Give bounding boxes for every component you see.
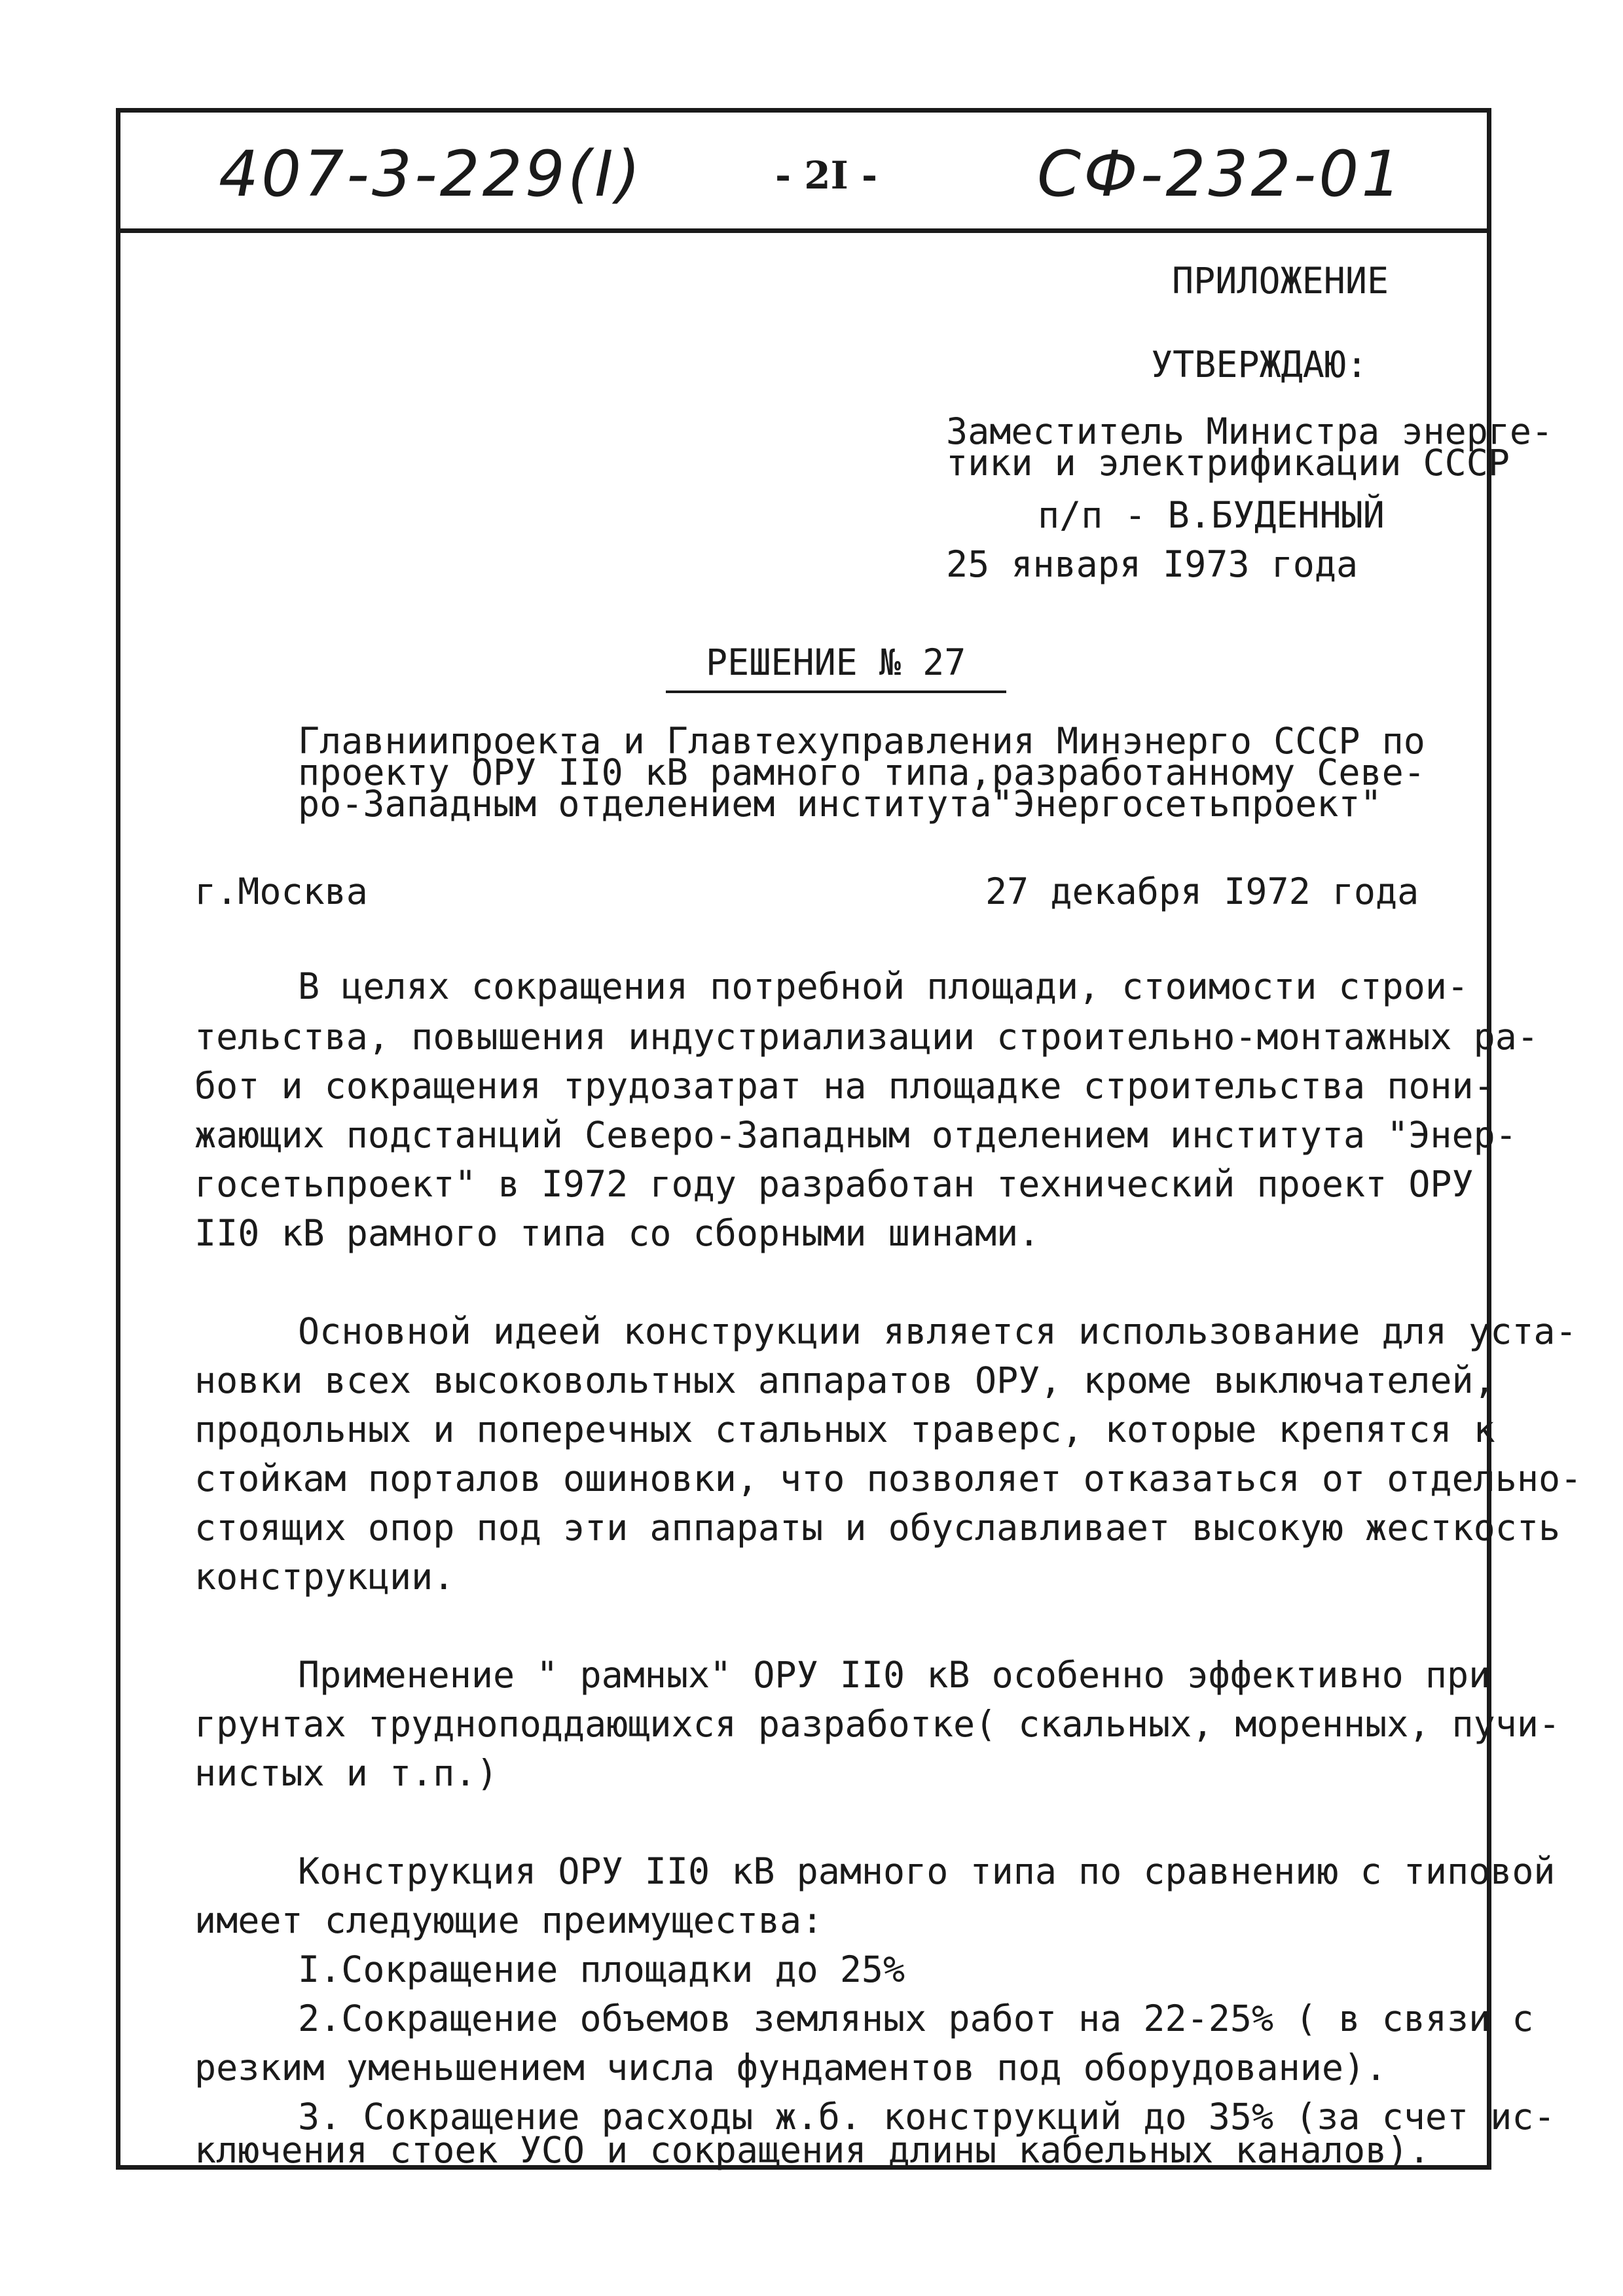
para4-line: имеет следующие преимущества: xyxy=(194,1899,824,1941)
para2-line: новки всех высоковольтных аппаратов ОРУ, кроме выключателей, xyxy=(194,1359,1495,1401)
title-block xyxy=(120,113,1487,230)
approver-signature: п/п - В.БУДЕННЫЙ xyxy=(1038,494,1385,536)
para3-line: грунтах трудноподдающихся разработке( скальных, моренных, пучи- xyxy=(194,1703,1561,1745)
title-underline xyxy=(666,691,1006,693)
para3-line: Применение " рамных" ОРУ II0 кВ особенно эффективно при xyxy=(298,1654,1491,1696)
para4-line: ключения стоек УСО и сокращения длины кабельных каналов). xyxy=(194,2129,1431,2171)
para4-line: резким уменьшением числа фундаментов под оборудование). xyxy=(194,2047,1387,2089)
appendix-label: ПРИЛОЖЕНИЕ xyxy=(1172,260,1389,302)
para1-line: бот и сокращения трудозатрат на площадке строительства пони- xyxy=(194,1065,1495,1107)
para3-line: нистых и т.п.) xyxy=(194,1752,498,1794)
para1-line: В целях сокращения потребной площади, стоимости строи- xyxy=(298,965,1469,1007)
approval-date: 25 января I973 года xyxy=(946,543,1359,585)
para1-line: госетьпроект" в I972 году разработан технический проект ОРУ xyxy=(194,1163,1474,1205)
decision-title: РЕШЕНИЕ № 27 xyxy=(706,641,966,683)
advantage-item: I.Сокращение площадки до 25% xyxy=(298,1948,905,1990)
para2-line: стойкам порталов ошиновки, что позволяет отказаться от отдельно- xyxy=(194,1458,1582,1499)
page-number: - 2I - xyxy=(775,153,878,198)
para1-line: тельства, повышения индустриализации строительно-монтажных ра- xyxy=(194,1016,1539,1058)
decision-subtitle-line1: Главниипроекта и Главтехуправления Минэнерго СССР по xyxy=(298,720,1425,762)
para1-line: II0 кВ рамного типа со сборными шинами. xyxy=(194,1212,1040,1254)
decision-subtitle-line2: проекту ОРУ II0 кВ рамного типа,разработанному Севе- xyxy=(298,751,1425,793)
para1-line: жающих подстанций Северо-Западным отделением института "Энер- xyxy=(194,1114,1517,1156)
advantage-item: 3. Сокращение расходы ж.б. конструкций до 35% (за счет ис- xyxy=(298,2096,1556,2138)
header-divider xyxy=(120,228,1487,233)
para2-line: стоящих опор под эти аппараты и обуславливает высокую жесткость xyxy=(194,1507,1561,1549)
decision-date: 27 декабря I972 года xyxy=(985,870,1419,912)
sheet-code: СФ-232-01 xyxy=(1037,137,1404,211)
decision-subtitle-line3: ро-Западным отделением института"Энергосетьпроект" xyxy=(298,783,1382,825)
para2-line: конструкции. xyxy=(194,1556,455,1598)
para4-line: Конструкция ОРУ II0 кВ рамного типа по сравнению с типовой xyxy=(298,1850,1556,1892)
project-code: 407-3-229(I) xyxy=(219,137,644,211)
para2-line: продольных и поперечных стальных траверс, которые крепятся к xyxy=(194,1408,1495,1450)
approve-label: УТВЕРЖДАЮ: xyxy=(1151,344,1368,386)
approver-position-line2: тики и электрификации СССР xyxy=(946,442,1510,484)
decision-city: г.Москва xyxy=(194,870,368,912)
advantage-item: 2.Сокращение объемов земляных работ на 22-25% ( в связи с xyxy=(298,1998,1534,2039)
para2-line: Основной идеей конструкции является использование для уста- xyxy=(298,1310,1577,1352)
approver-position-line1: Заместитель Министра энерге- xyxy=(946,410,1554,452)
